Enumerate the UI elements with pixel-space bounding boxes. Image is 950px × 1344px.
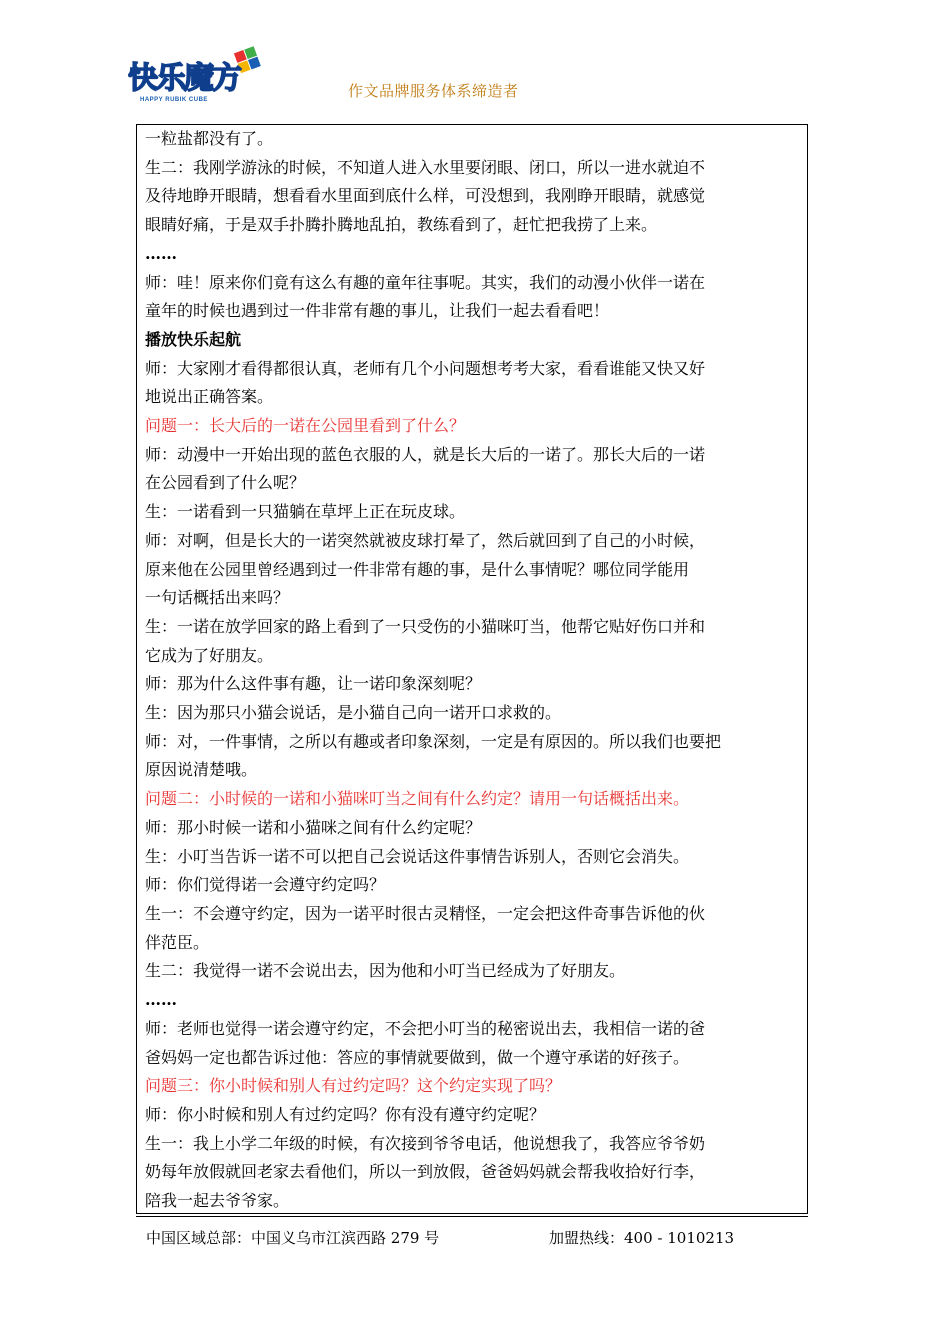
transcript-line: 在公园看到了什么呢？ [145, 473, 306, 493]
transcript-line: 师：动漫中一开始出现的蓝色衣服的人，就是长大后的一诺了。那长大后的一诺 [145, 444, 706, 464]
transcript-line: 生：一诺在放学回家的路上看到了一只受伤的小猫咪叮当，他帮它贴好伤口并和 [145, 616, 706, 636]
brand-slogan: 作文品牌服务体系缔造者 [348, 82, 519, 100]
transcript-line: …… [145, 243, 177, 263]
transcript-line: 它成为了好朋友。 [145, 645, 274, 665]
transcript-line: 师：对，一件事情，之所以有趣或者印象深刻，一定是有原因的。所以我们也要把 [145, 731, 722, 751]
transcript-line: 生一：不会遵守约定，因为一诺平时很古灵精怪，一定会把这件奇事告诉他的伙 [145, 903, 706, 923]
question-line: 问题二：小时候的一诺和小猫咪叮当之间有什么约定？请用一句话概括出来。 [145, 789, 690, 809]
transcript-line: 师：你们觉得诺一会遵守约定吗？ [145, 875, 386, 895]
transcript-line: 师：大家刚才看得都很认真，老师有几个小问题想考考大家，看看谁能又快又好 [145, 358, 706, 378]
lesson-transcript [136, 124, 808, 1214]
transcript-line: 生：因为那只小猫会说话，是小猫自己向一诺开口求救的。 [145, 703, 562, 723]
transcript-line: 师：你小时候和别人有过约定吗？你有没有遵守约定呢？ [145, 1104, 546, 1124]
transcript-line: 一句话概括出来吗？ [145, 588, 290, 608]
logo-subtitle: HAPPY RUBIK CUBE [140, 97, 208, 103]
transcript-line: 一粒盐都没有了。 [145, 129, 274, 148]
transcript-line: 师：对啊，但是长大的一诺突然就被皮球打晕了，然后就回到了自己的小时候， [145, 530, 706, 550]
transcript-line: 师：老师也觉得一诺会遵守约定，不会把小叮当的秘密说出去，我相信一诺的爸 [145, 1018, 706, 1038]
question-line: 问题一：长大后的一诺在公园里看到了什么？ [145, 416, 466, 436]
transcript-line: 生：一诺看到一只猫躺在草坪上正在玩皮球。 [145, 502, 466, 522]
brand-logo [126, 44, 266, 106]
transcript-line: 陪我一起去爷爷家。 [145, 1191, 290, 1211]
transcript-line: 播放快乐起航 [145, 329, 242, 349]
transcript-line: 眼睛好痛，于是双手扑腾扑腾地乱拍，教练看到了，赶忙把我捞了上来。 [145, 215, 658, 235]
transcript-line: 及待地睁开眼睛，想看看水里面到底什么样，可没想到，我刚睁开眼睛，就感觉 [145, 186, 706, 206]
transcript-line: 地说出正确答案。 [145, 387, 274, 407]
transcript-line: 师：那小时候一诺和小猫咪之间有什么约定呢？ [145, 817, 482, 837]
transcript-line: 生一：我上小学二年级的时候，有次接到爷爷电话，他说想我了，我答应爷爷奶 [145, 1133, 706, 1153]
transcript-line: 爸妈妈一定也都告诉过他：答应的事情就要做到，做一个遵守承诺的好孩子。 [145, 1047, 690, 1067]
footer-address: 中国区域总部：中国义乌市江滨西路 279 号 [146, 1229, 440, 1247]
transcript-line: 原来他在公园里曾经遇到过一件非常有趣的事，是什么事情呢？哪位同学能用 [145, 559, 690, 579]
transcript-line: …… [145, 990, 177, 1010]
transcript-line: 师：那为什么这件事有趣，让一诺印象深刻呢？ [145, 674, 482, 694]
transcript-line: 生：小叮当告诉一诺不可以把自己会说话这件事情告诉别人，否则它会消失。 [145, 846, 690, 866]
transcript-line: 生二：我刚学游泳的时候，不知道人进入水里要闭眼、闭口，所以一进水就迫不 [145, 157, 706, 177]
question-line: 问题三：你小时候和别人有过约定吗？这个约定实现了吗？ [145, 1076, 562, 1096]
transcript-line: 生二：我觉得一诺不会说出去，因为他和小叮当已经成为了好朋友。 [145, 961, 626, 981]
footer-divider [136, 1216, 808, 1217]
logo-text: 快乐魔方 [128, 61, 240, 96]
transcript-line: 伴范臣。 [145, 932, 210, 952]
transcript-line: 奶每年放假就回老家去看他们，所以一到放假，爸爸妈妈就会帮我收拾好行李， [145, 1162, 706, 1182]
transcript-line: 原因说清楚哦。 [145, 760, 258, 780]
transcript-line: 童年的时候也遇到过一件非常有趣的事儿，让我们一起去看看吧！ [145, 301, 610, 321]
transcript-line: 师：哇！原来你们竟有这么有趣的童年往事呢。其实，我们的动漫小伙伴一诺在 [145, 272, 706, 292]
footer-hotline: 加盟热线：400 - 1010213 [549, 1229, 735, 1247]
